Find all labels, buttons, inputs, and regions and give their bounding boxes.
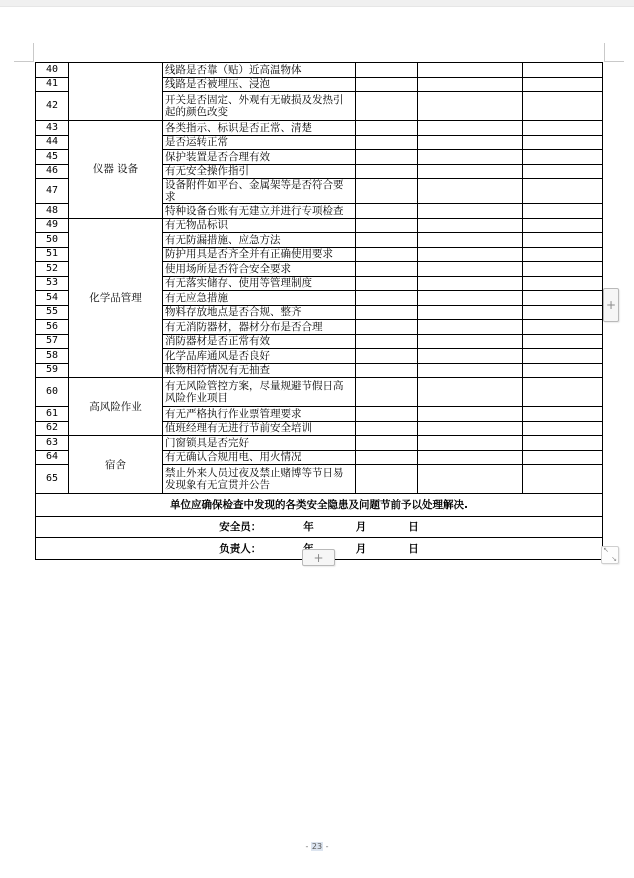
check-item: 消防器材是否正常有效 xyxy=(163,334,356,349)
check-item: 使用场所是否符合安全要求 xyxy=(163,262,356,277)
check-item: 有无物品标识 xyxy=(163,218,356,233)
row-number: 65 xyxy=(36,465,69,494)
result-cell[interactable] xyxy=(523,262,603,277)
result-cell[interactable] xyxy=(356,179,418,204)
add-row-button[interactable] xyxy=(302,549,335,566)
add-column-button[interactable] xyxy=(603,288,619,322)
result-cell[interactable] xyxy=(523,92,603,121)
table-row xyxy=(36,218,603,233)
result-cell[interactable] xyxy=(356,204,418,219)
result-cell[interactable] xyxy=(356,63,418,78)
year-label: 年 xyxy=(303,521,314,533)
result-cell[interactable] xyxy=(523,63,603,78)
row-number: 64 xyxy=(36,450,69,465)
check-item: 有无确认合规用电、用火情况 xyxy=(163,450,356,465)
result-cell[interactable] xyxy=(356,436,418,451)
result-cell[interactable] xyxy=(356,150,418,165)
result-cell[interactable] xyxy=(418,92,523,121)
result-cell[interactable] xyxy=(356,465,418,494)
result-cell[interactable] xyxy=(356,349,418,364)
margin-corner-mark-right xyxy=(604,43,624,62)
result-cell[interactable] xyxy=(523,276,603,291)
result-cell[interactable] xyxy=(418,204,523,219)
result-cell[interactable] xyxy=(523,291,603,306)
page-number-field: 23 xyxy=(311,842,323,851)
check-item: 禁止外来人员过夜及禁止赌博等节日易发现象有无宣贯并公告 xyxy=(163,465,356,494)
row-number: 43 xyxy=(36,121,69,136)
page-number-prefix: - xyxy=(305,842,311,851)
result-cell[interactable] xyxy=(356,450,418,465)
result-cell[interactable] xyxy=(523,204,603,219)
row-number: 49 xyxy=(36,218,69,233)
result-cell[interactable] xyxy=(418,150,523,165)
result-cell[interactable] xyxy=(523,305,603,320)
month-label: 月 xyxy=(355,521,367,533)
check-item: 有无应急措施 xyxy=(163,291,356,306)
page-number xyxy=(0,842,634,851)
safety-officer-sign-row[interactable] xyxy=(36,517,603,538)
table-row xyxy=(36,121,603,136)
result-cell[interactable] xyxy=(418,164,523,179)
result-cell[interactable] xyxy=(523,421,603,436)
row-number: 42 xyxy=(36,92,69,121)
result-cell[interactable] xyxy=(356,92,418,121)
result-cell[interactable] xyxy=(418,135,523,150)
table-row xyxy=(36,517,603,538)
check-item: 有无安全操作指引 xyxy=(163,164,356,179)
result-cell[interactable] xyxy=(523,77,603,92)
result-cell[interactable] xyxy=(356,276,418,291)
result-cell[interactable] xyxy=(356,262,418,277)
check-item: 开关是否固定、外观有无破损及发热引起的颜色改变 xyxy=(163,92,356,121)
result-cell[interactable] xyxy=(523,150,603,165)
check-item: 门窗锁具是否完好 xyxy=(163,436,356,451)
result-cell[interactable] xyxy=(356,247,418,262)
table-row xyxy=(36,494,603,517)
check-item: 防护用具是否齐全并有正确使用要求 xyxy=(163,247,356,262)
result-cell[interactable] xyxy=(418,305,523,320)
check-item: 化学品库通风是否良好 xyxy=(163,349,356,364)
result-cell[interactable] xyxy=(418,262,523,277)
table-row xyxy=(36,63,603,78)
result-cell[interactable] xyxy=(418,421,523,436)
result-cell[interactable] xyxy=(523,164,603,179)
check-item: 物料存放地点是否合规、整齐 xyxy=(163,305,356,320)
result-cell[interactable] xyxy=(418,179,523,204)
check-item: 有无风险管控方案，尽量规避节假日高风险作业项目 xyxy=(163,378,356,407)
result-cell[interactable] xyxy=(418,334,523,349)
row-number: 44 xyxy=(36,135,69,150)
resize-arrow-se-icon: ↘ xyxy=(611,555,617,563)
result-cell[interactable] xyxy=(418,77,523,92)
page-number-suffix: - xyxy=(323,842,329,851)
result-cell[interactable] xyxy=(523,179,603,204)
row-number: 62 xyxy=(36,421,69,436)
result-cell[interactable] xyxy=(356,378,418,407)
result-cell[interactable] xyxy=(418,465,523,494)
result-cell[interactable] xyxy=(523,233,603,248)
result-cell[interactable] xyxy=(523,407,603,422)
result-cell[interactable] xyxy=(356,334,418,349)
table-row xyxy=(36,436,603,451)
result-cell[interactable] xyxy=(418,121,523,136)
result-cell[interactable] xyxy=(418,378,523,407)
row-number: 55 xyxy=(36,305,69,320)
category-cell: 宿舍 xyxy=(69,436,163,494)
check-item: 线路是否被埋压、浸泡 xyxy=(163,77,356,92)
day-label: 日 xyxy=(408,521,419,533)
day-label: 日 xyxy=(408,542,419,555)
result-cell[interactable] xyxy=(523,320,603,335)
result-cell[interactable] xyxy=(523,436,603,451)
check-item: 值班经理有无进行节前安全培训 xyxy=(163,421,356,436)
check-item: 特种设备台账有无建立并进行专项检查 xyxy=(163,204,356,219)
result-cell[interactable] xyxy=(523,247,603,262)
result-cell[interactable] xyxy=(418,436,523,451)
check-item: 帐物相符情况有无抽查 xyxy=(163,363,356,378)
row-number: 47 xyxy=(36,179,69,204)
row-number: 51 xyxy=(36,247,69,262)
safety-checklist-table xyxy=(35,62,603,560)
result-cell[interactable] xyxy=(523,378,603,407)
row-number: 63 xyxy=(36,436,69,451)
table-row xyxy=(36,378,603,407)
row-number: 52 xyxy=(36,262,69,277)
result-cell[interactable] xyxy=(523,450,603,465)
result-cell[interactable] xyxy=(356,363,418,378)
responsible-person-label: 负责人： xyxy=(219,542,262,555)
plus-icon: + xyxy=(605,298,617,312)
result-cell[interactable] xyxy=(356,305,418,320)
page-top-gap xyxy=(0,0,634,7)
result-cell[interactable] xyxy=(356,218,418,233)
result-cell[interactable] xyxy=(418,218,523,233)
row-number: 56 xyxy=(36,320,69,335)
result-cell[interactable] xyxy=(523,349,603,364)
row-number: 45 xyxy=(36,150,69,165)
plus-icon: + xyxy=(313,550,324,565)
result-cell[interactable] xyxy=(356,233,418,248)
check-item: 设备附件如平台、金属架等是否符合要求 xyxy=(163,179,356,204)
row-number: 53 xyxy=(36,276,69,291)
table-resize-handle[interactable] xyxy=(601,546,619,564)
check-item: 是否运转正常 xyxy=(163,135,356,150)
row-number: 60 xyxy=(36,378,69,407)
category-cell: 仪器 设备 xyxy=(69,121,163,219)
result-cell[interactable] xyxy=(523,465,603,494)
result-cell[interactable] xyxy=(356,77,418,92)
result-cell[interactable] xyxy=(418,63,523,78)
result-cell[interactable] xyxy=(418,320,523,335)
result-cell[interactable] xyxy=(356,164,418,179)
result-cell[interactable] xyxy=(356,421,418,436)
check-item: 保护装置是否合理有效 xyxy=(163,150,356,165)
result-cell[interactable] xyxy=(418,407,523,422)
category-cell xyxy=(69,63,163,121)
result-cell[interactable] xyxy=(523,363,603,378)
result-cell[interactable] xyxy=(418,450,523,465)
result-cell[interactable] xyxy=(418,233,523,248)
result-cell[interactable] xyxy=(418,276,523,291)
resolution-note: 单位应确保检查中发现的各类安全隐患及问题节前予以处理解决. xyxy=(36,494,603,517)
row-number: 61 xyxy=(36,407,69,422)
check-item: 各类指示、标识是否正常、清楚 xyxy=(163,121,356,136)
row-number: 59 xyxy=(36,363,69,378)
margin-corner-mark-left xyxy=(14,43,34,62)
result-cell[interactable] xyxy=(418,349,523,364)
row-number: 48 xyxy=(36,204,69,219)
result-cell[interactable] xyxy=(356,320,418,335)
row-number: 46 xyxy=(36,164,69,179)
row-number: 41 xyxy=(36,77,69,92)
check-item: 有无消防器材，器材分布是否合理 xyxy=(163,320,356,335)
category-cell: 高风险作业 xyxy=(69,378,163,436)
result-cell[interactable] xyxy=(418,363,523,378)
check-item: 有无严格执行作业票管理要求 xyxy=(163,407,356,422)
check-item: 有无防漏措施、应急方法 xyxy=(163,233,356,248)
row-number: 57 xyxy=(36,334,69,349)
check-item: 线路是否靠（贴）近高温物体 xyxy=(163,63,356,78)
result-cell[interactable] xyxy=(418,247,523,262)
category-cell: 化学品管理 xyxy=(69,218,163,378)
result-cell[interactable] xyxy=(418,291,523,306)
result-cell[interactable] xyxy=(356,121,418,136)
result-cell[interactable] xyxy=(356,135,418,150)
check-item: 有无落实储存、使用等管理制度 xyxy=(163,276,356,291)
safety-officer-label: 安全员： xyxy=(219,521,262,533)
row-number: 40 xyxy=(36,63,69,78)
result-cell[interactable] xyxy=(356,291,418,306)
row-number: 54 xyxy=(36,291,69,306)
month-label: 月 xyxy=(355,542,367,555)
result-cell[interactable] xyxy=(356,407,418,422)
row-number: 50 xyxy=(36,233,69,248)
resize-arrow-nw-icon: ↖ xyxy=(603,546,609,554)
row-number: 58 xyxy=(36,349,69,364)
result-cell[interactable] xyxy=(523,135,603,150)
result-cell[interactable] xyxy=(523,121,603,136)
result-cell[interactable] xyxy=(523,334,603,349)
result-cell[interactable] xyxy=(523,218,603,233)
